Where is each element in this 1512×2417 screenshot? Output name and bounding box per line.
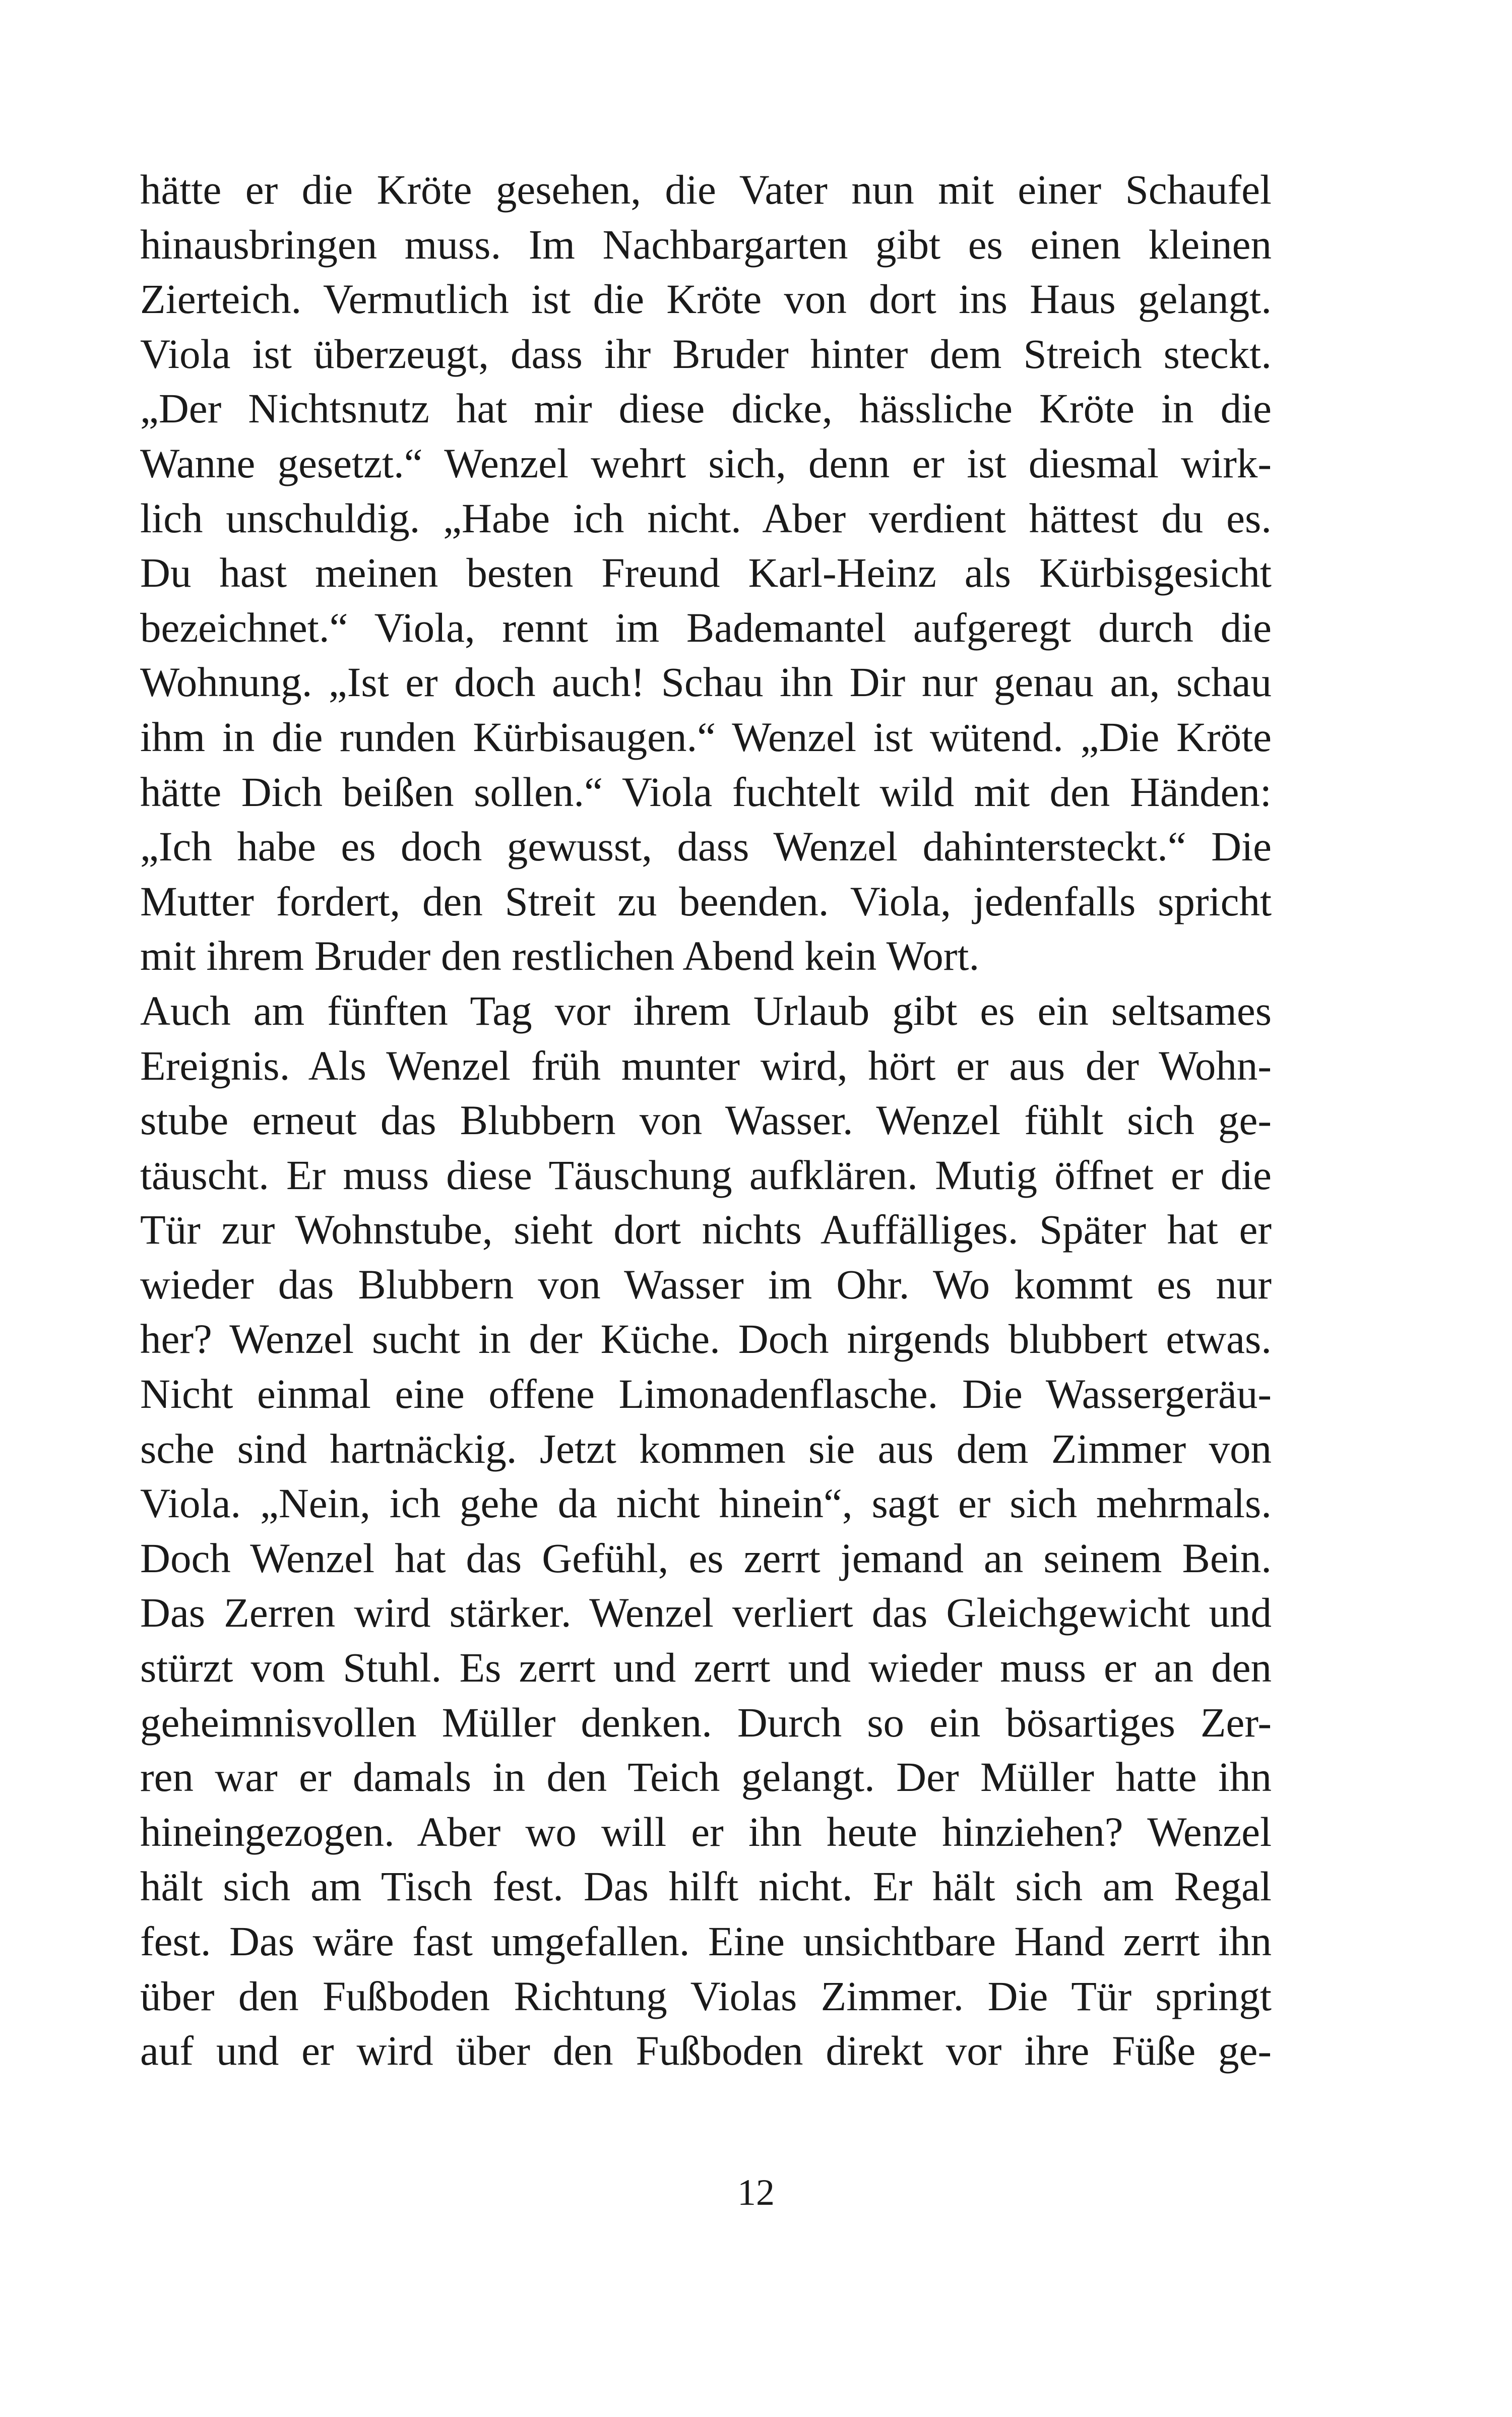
text-line: sche sind hartnäckig. Jetzt kommen sie aus dem Zimmer von xyxy=(140,1425,1272,1472)
text-line: Wanne gesetzt.“ Wenzel wehrt sich, denn er ist diesmal wirk- xyxy=(140,440,1272,486)
text-line: Nicht einmal eine offene Limonadenflasche. Die Wassergeräu- xyxy=(140,1371,1272,1417)
text-line: Ereignis. Als Wenzel früh munter wird, hört er aus der Wohn- xyxy=(140,1042,1272,1089)
text-line: bezeichnet.“ Viola, rennt im Bademantel aufgeregt durch die xyxy=(140,604,1272,651)
text-line: ihm in die runden Kürbisaugen.“ Wenzel ist wütend. „Die Kröte xyxy=(140,713,1272,760)
text-line: stube erneut das Blubbern von Wasser. Wenzel fühlt sich ge- xyxy=(140,1097,1272,1144)
text-line: fest. Das wäre fast umgefallen. Eine unsichtbare Hand zerrt ihn xyxy=(140,1918,1272,1964)
page-number: 12 xyxy=(737,2172,775,2213)
text-line: „Der Nichtsnutz hat mir diese dicke, hässliche Kröte in die xyxy=(140,385,1272,432)
text-line: hält sich am Tisch fest. Das hilft nicht. Er hält sich am Regal xyxy=(140,1863,1272,1910)
text-line: her? Wenzel sucht in der Küche. Doch nirgends blubbert etwas. xyxy=(140,1316,1272,1362)
text-line: wieder das Blubbern von Wasser im Ohr. Wo kommt es nur xyxy=(140,1261,1272,1308)
body-text xyxy=(140,162,1272,2078)
text-line: Wohnung. „Ist er doch auch! Schau ihn Dir nur genau an, schau xyxy=(140,659,1272,706)
text-line: hinausbringen muss. Im Nachbargarten gibt es einen kleinen xyxy=(140,221,1272,268)
text-line: auf und er wird über den Fußboden direkt vor ihre Füße ge- xyxy=(140,2027,1272,2074)
text-line: Du hast meinen besten Freund Karl-Heinz als Kürbisgesicht xyxy=(140,549,1272,596)
text-line: geheimnisvollen Müller denken. Durch so ein bösartiges Zer- xyxy=(140,1699,1272,1746)
text-line: über den Fußboden Richtung Violas Zimmer. Die Tür springt xyxy=(140,1972,1272,2019)
text-line: stürzt vom Stuhl. Es zerrt und zerrt und wieder muss er an den xyxy=(140,1644,1272,1691)
text-line: Zierteich. Vermutlich ist die Kröte von dort ins Haus gelangt. xyxy=(140,276,1272,323)
text-line: mit ihrem Bruder den restlichen Abend kein Wort. xyxy=(140,933,980,979)
text-line: Das Zerren wird stärker. Wenzel verliert das Gleichgewicht und xyxy=(140,1589,1272,1636)
text-line: hätte Dich beißen sollen.“ Viola fuchtelt wild mit den Händen: xyxy=(140,768,1272,815)
text-line: hätte er die Kröte gesehen, die Vater nun mit einer Schaufel xyxy=(140,166,1272,213)
text-line: lich unschuldig. „Habe ich nicht. Aber verdient hättest du es. xyxy=(140,494,1272,541)
text-line: hineingezogen. Aber wo will er ihn heute hinziehen? Wenzel xyxy=(140,1808,1272,1855)
text-line: Doch Wenzel hat das Gefühl, es zerrt jemand an seinem Bein. xyxy=(140,1534,1272,1581)
text-line: Viola ist überzeugt, dass ihr Bruder hinter dem Streich steckt. xyxy=(140,330,1272,377)
text-line: Tür zur Wohnstube, sieht dort nichts Auffälliges. Später hat er xyxy=(140,1206,1272,1253)
text-line: „Ich habe es doch gewusst, dass Wenzel dahintersteckt.“ Die xyxy=(140,823,1272,870)
text-line: täuscht. Er muss diese Täuschung aufklären. Mutig öffnet er die xyxy=(140,1151,1272,1198)
text-line: Viola. „Nein, ich gehe da nicht hinein“, sagt er sich mehrmals. xyxy=(140,1480,1272,1527)
text-line: ren war er damals in den Teich gelangt. Der Müller hatte ihn xyxy=(140,1754,1272,1801)
text-line: Mutter fordert, den Streit zu beenden. Viola, jedenfalls spricht xyxy=(140,878,1272,924)
text-line: Auch am fünften Tag vor ihrem Urlaub gibt es ein seltsames xyxy=(140,987,1272,1034)
